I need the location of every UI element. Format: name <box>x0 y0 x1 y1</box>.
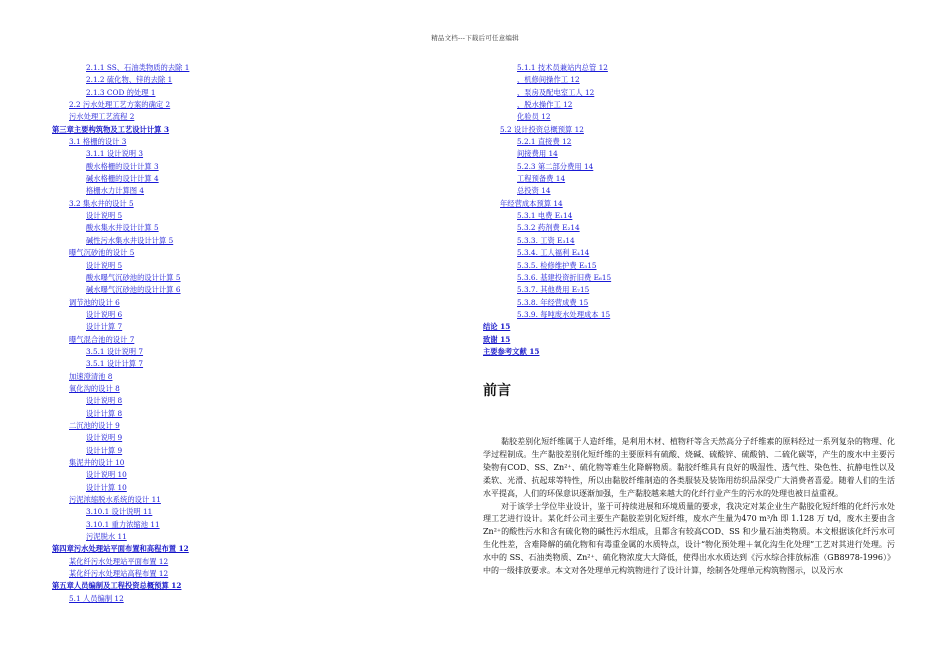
toc-link[interactable]: 总投资 14 <box>517 186 551 196</box>
toc-link[interactable]: 3.2 集水井的设计 5 <box>69 198 134 208</box>
toc-link[interactable]: 设计说明 8 <box>86 396 123 406</box>
toc-link[interactable]: 5.3.7. 其他费用 E₇15 <box>517 285 590 295</box>
toc-link[interactable]: 碱水曝气沉砂池的设计计算 6 <box>86 285 181 295</box>
toc-link[interactable]: 5.3.6. 基建投资折旧费 E₆15 <box>517 272 612 282</box>
toc-link[interactable]: 曝气混合池的设计 7 <box>69 334 135 344</box>
toc-link[interactable]: 某化纤污水处理站平面布置 12 <box>69 556 169 566</box>
toc-left-column <box>52 62 472 605</box>
toc-link[interactable]: 设计计算 8 <box>86 408 123 418</box>
toc-link[interactable]: 设计说明 6 <box>86 309 123 319</box>
toc-link[interactable]: 设计计算 7 <box>86 322 123 332</box>
toc-link[interactable]: 氧化沟的设计 8 <box>69 383 120 393</box>
toc-link[interactable]: 污水处理工艺流程 2 <box>69 112 135 122</box>
toc-link[interactable]: 3.5.1 设计说明 7 <box>86 346 144 356</box>
toc-link[interactable]: 5.2.3 第二部分费用 14 <box>517 161 594 171</box>
toc-link[interactable]: 化验员 12 <box>517 112 551 122</box>
toc-link[interactable]: 污泥脱水 11 <box>86 532 127 542</box>
toc-right-column <box>483 62 903 358</box>
toc-link[interactable]: 5.2 设计投资总概预算 12 <box>500 124 584 134</box>
toc-link[interactable]: 2.1.2 硫化物、锌的去除 1 <box>86 75 173 85</box>
toc-link[interactable]: 5.3.2 药剂费 E₂14 <box>517 223 580 233</box>
toc-link[interactable]: 3.10.1 设计说明 11 <box>86 507 153 517</box>
toc-link[interactable]: 5.3.9. 每吨废水处理成本 15 <box>517 309 611 319</box>
toc-link[interactable]: 3.5.1 设计计算 7 <box>86 359 144 369</box>
preface-title: 前言 <box>483 383 511 399</box>
toc-link[interactable]: 2.2 污水处理工艺方案的确定 2 <box>69 100 171 110</box>
toc-link[interactable]: 设计说明 9 <box>86 433 123 443</box>
toc-link[interactable]: 间接费用 14 <box>517 149 558 159</box>
toc-link[interactable]: 酸水格栅的设计计算 3 <box>86 161 159 171</box>
toc-link[interactable]: 设计计算 9 <box>86 445 123 455</box>
toc-link[interactable]: 设计计算 10 <box>86 482 127 492</box>
toc-link[interactable]: 5.3.1 电费 E₁14 <box>517 211 573 221</box>
toc-link[interactable]: 第五章人员编制及工程投资总概预算 12 <box>52 581 182 591</box>
preface-body <box>483 436 895 578</box>
toc-link[interactable]: 曝气沉砂池的设计 5 <box>69 248 135 258</box>
toc-link[interactable]: 结论 15 <box>483 322 511 332</box>
toc-link[interactable]: 第四章污水处理站平面布置和高程布置 12 <box>52 544 189 554</box>
toc-link[interactable]: 2.1.3 COD 的处理 1 <box>86 87 156 97</box>
toc-link[interactable]: 5.3.4. 工人福利 E₄14 <box>517 248 590 258</box>
toc-link[interactable]: 二沉池的设计 9 <box>69 420 120 430</box>
toc-link[interactable]: 加速澄清池 8 <box>69 371 113 381</box>
toc-link[interactable]: 3.1.1 设计说明 3 <box>86 149 144 159</box>
page-header: 精品文档---下载后可任意编辑 <box>431 34 519 42</box>
toc-link[interactable]: 、泵房及配电室工人 12 <box>517 87 595 97</box>
toc-link[interactable]: 第三章主要构筑物及工艺设计计算 3 <box>52 124 170 134</box>
toc-link[interactable]: 5.3.3. 工资 E₃14 <box>517 235 575 245</box>
toc-link[interactable]: 3.10.1 重力浓缩池 11 <box>86 519 160 529</box>
toc-link[interactable]: 酸水曝气沉砂池的设计计算 5 <box>86 272 181 282</box>
toc-link[interactable]: 调节池的设计 6 <box>69 297 120 307</box>
toc-link[interactable]: 年经营成本预算 14 <box>500 198 563 208</box>
toc-link[interactable]: 设计说明 5 <box>86 260 123 270</box>
toc-link[interactable]: 工程预备费 14 <box>517 174 566 184</box>
toc-link[interactable]: 、脱水操作工 12 <box>517 100 573 110</box>
toc-link[interactable]: 酸水集水井设计计算 5 <box>86 223 159 233</box>
toc-link[interactable]: 主要参考文献 15 <box>483 346 540 356</box>
preface-paragraph-1: 黏胶差别化短纤维属于人造纤维，是利用木材、植物秆等含天然高分子纤维素的原料经过一系列复杂的物理、化学过程制成。生产黏胶差别化短纤维的主要原料有硫酸、烧碱、硫酸锌、硫酸钠、二硫化碳等，产生的废水中主要污染物有COD、SS、Zn²⁺、硫化物等难生化降解物质。黏胶纤维具有良好的吸湿性、透气性、染色性、抗静电性以及柔软、光滑、抗起球等特性，所以由黏胶纤维制造的各类服装及装饰用纺织品深受广大消费者喜爱。随着人们的生活水平提高，人们的环保意识逐渐加强，生产黏胶越来越大的化纤行业产生的污水的处理也被日益重视。 <box>483 437 895 498</box>
toc-link[interactable]: 某化纤污水处理站高程布置 12 <box>69 569 169 579</box>
toc-link[interactable]: 2.1.1 SS、石油类物质的去除 1 <box>86 63 190 72</box>
preface-paragraph-2: 对于该学士学位毕业设计，鉴于可持续进展和环境质量的要求，我决定对某企业生产黏胶化短纤维的化纤污水处理工艺进行设计。某化纤公司主要生产黏胶差别化短纤维，废水产生量为470 m³/h 即 1.128 万 t/d，废水主要由含 Zn²⁺的酸性污水和含有硫化物的碱性污水组成，且都含有较高COD、SS 和少量石油类物质。本文根据该化纤污水可生化性差，含难降解的硫化物和有毒重金属的水质特点，设计“物化预处理＋氧化沟生化处理”工艺对其进行处理。污水中的 SS、石油类物质、Zn²⁺、硫化物浓度大大降低，使得出水水质达到《污水综合排放标准（GB8978-1996）》中的一级排放要求。本文对各处理单元构筑物进行了设计计算，绘制各处理单元构筑物图示，以及污水 <box>483 501 895 576</box>
toc-link[interactable]: 5.2.1 直接费 12 <box>517 137 572 147</box>
toc-link[interactable]: 设计说明 5 <box>86 211 123 221</box>
toc-link[interactable]: 污泥浓缩脱水系统的设计 11 <box>69 495 161 505</box>
toc-link[interactable]: 集泥井的设计 10 <box>69 458 125 467</box>
toc-link[interactable]: 3.1 格栅的设计 3 <box>69 137 127 147</box>
toc-link[interactable]: 5.3.5. 检修维护费 E₅15 <box>517 260 597 270</box>
toc-link[interactable]: 碱水格栅的设计计算 4 <box>86 174 159 184</box>
toc-link[interactable]: 5.1 人员编制 12 <box>69 593 124 603</box>
toc-link[interactable]: 5.1.1 技术员兼站内总管 12 <box>517 63 608 72</box>
toc-link[interactable]: 设计说明 10 <box>86 470 127 480</box>
toc-link[interactable]: 碱性污水集水井设计计算 5 <box>86 235 174 245</box>
toc-link[interactable]: 5.3.8. 年经营成费 15 <box>517 297 589 307</box>
toc-link[interactable]: 致谢 15 <box>483 334 511 344</box>
toc-link[interactable]: 格栅水力计算图 4 <box>86 186 145 196</box>
toc-link[interactable]: 、机修间操作工 12 <box>517 75 580 85</box>
